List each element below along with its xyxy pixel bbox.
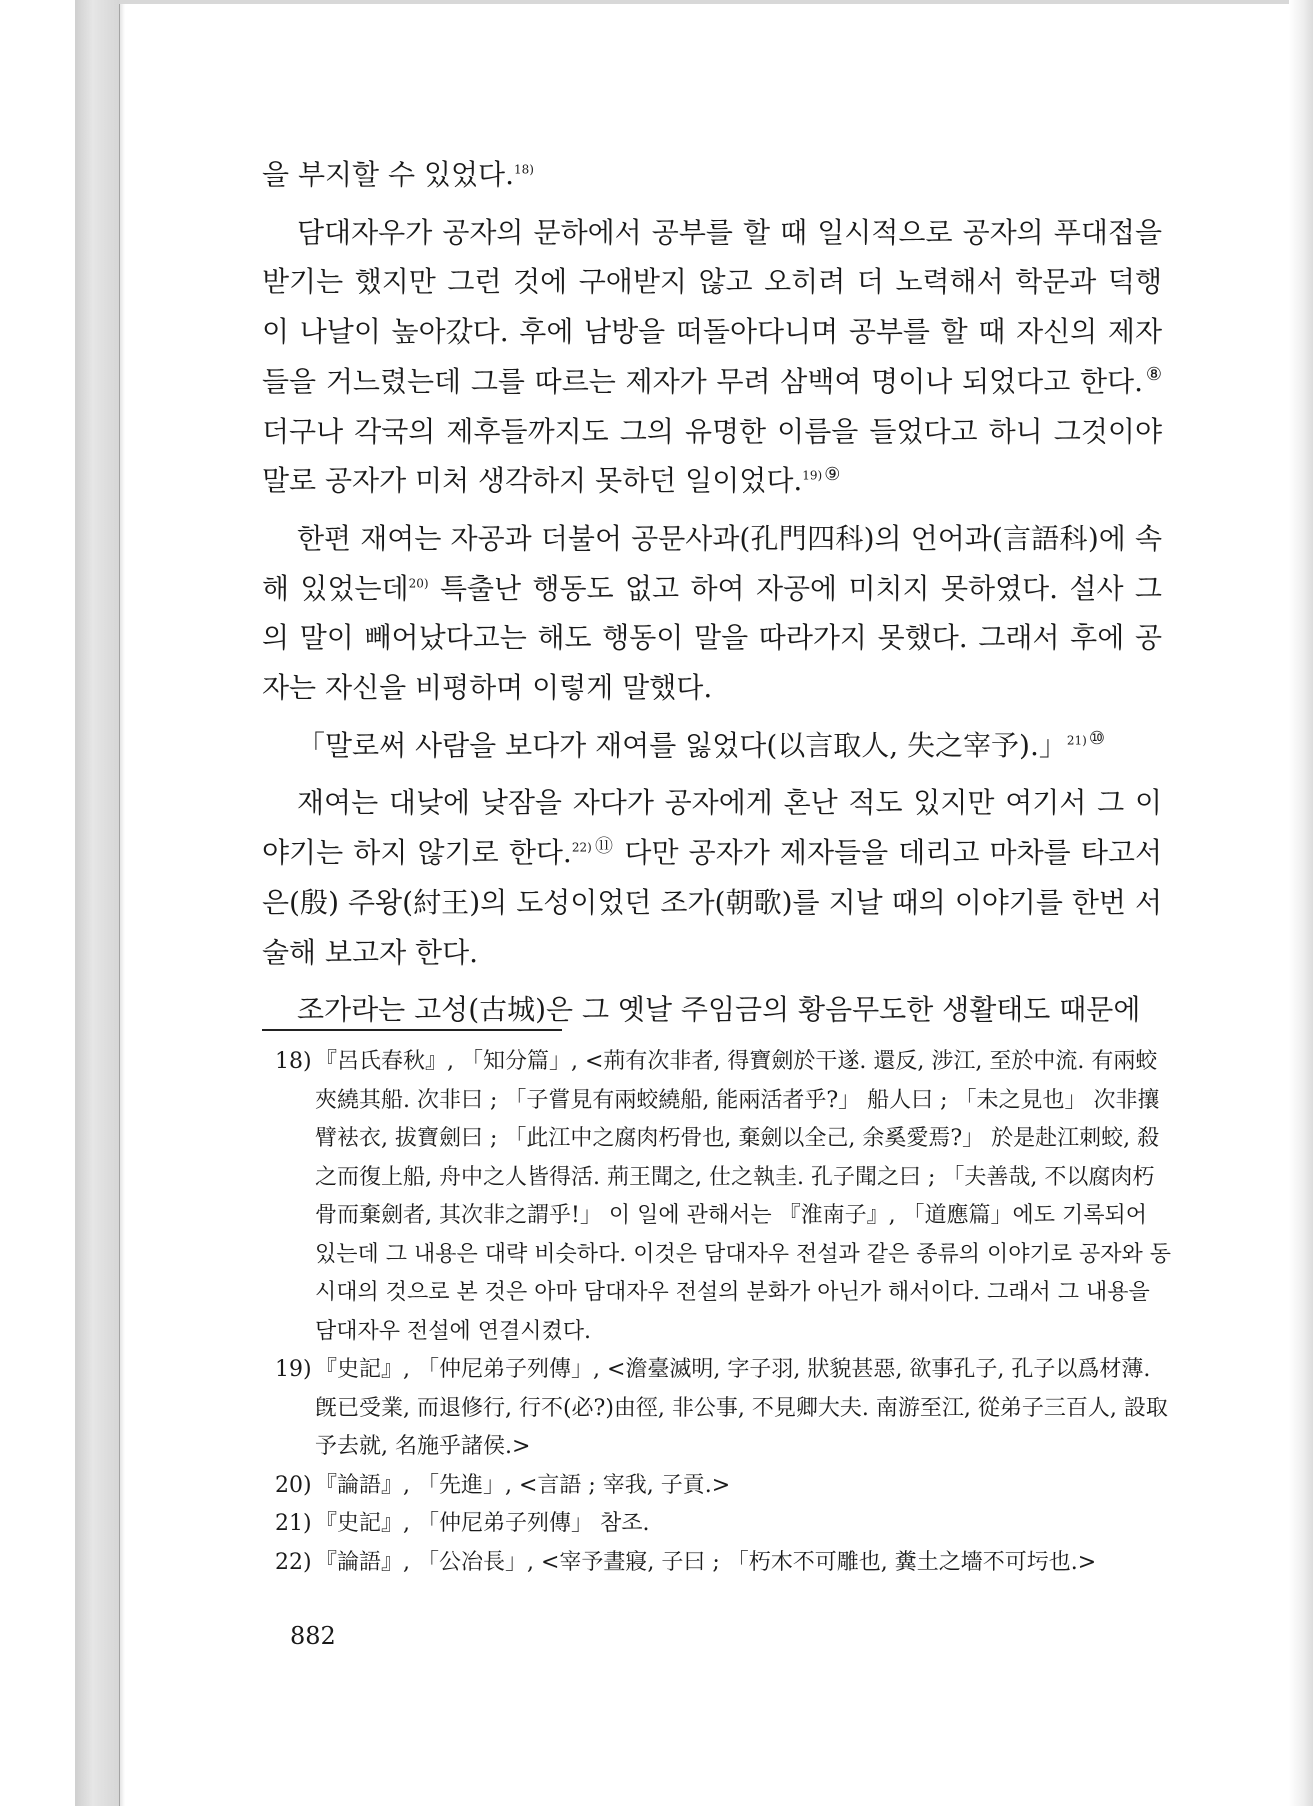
- footnote-text: 『呂氏春秋』, 「知分篇」, <荊有次非者, 得寶劍於干遂. 還反, 涉江, 至於中流. 有兩蛟夾繞其船. 次非曰 ; 「子嘗見有兩蛟繞船, 能兩活者乎?」 船人曰 ; 「未之見也」 次非攘臂袪衣, 拔寶劍曰 ; 「此江中之腐肉朽骨也, 棄劍以全己, 余奚愛焉?」 於是赴江刺蛟, 殺之而復上船, 舟中之人皆得活. 荊王聞之, 仕之執圭. 孔子聞之曰 ; 「夫善哉, 不以腐肉朽骨而棄劍者, 其次非之謂乎!」 이 일에 관해서는 『淮南子』, 「道應篇」에도 기록되어 있는데 그 내용은 대략 비슷하다. 이것은 담대자우 전설과 같은 종류의 이야기로 공자와 동시대의 것으로 본 것은 아마 담대자우 전설의 분화가 아닌가 해서이다. 그래서 그 내용을 담대자우 전설에 연결시켰다.: [315, 1049, 1171, 1344]
- footnote-number: 19): [275, 1357, 312, 1382]
- paragraph-text: 한편 재여는 자공과 더불어 공문사과(孔門四科)의 언어과(言語科)에 속해 있었는데: [262, 521, 1162, 605]
- footnote-divider: [262, 1029, 562, 1031]
- footnote-text: 『史記』, 「仲尼弟子列傳」, <澹臺滅明, 字子羽, 狀貌甚惡, 欲事孔子, 孔子以爲材薄. 旣已受業, 而退修行, 行不(必?)由徑, 非公事, 不見卿大夫. 南游至江, 從弟子三百人, 設取予去就, 名施乎諸侯.>: [315, 1357, 1168, 1459]
- footnote-ref[interactable]: 20): [408, 576, 429, 591]
- quote-paragraph: [262, 721, 1162, 771]
- endnote-marker[interactable]: ⑪: [593, 835, 615, 857]
- paragraph-text: 특출난 행동도 없고 하여 자공에 미치지 못하였다. 설사 그의 말이 빼어났다고는 해도 행동이 말을 따라가지 못했다. 그래서 후에 공자는 자신을 비평하며 이렇게 말했다.: [262, 571, 1162, 705]
- page-number: 882: [290, 1622, 336, 1650]
- paragraph-1: [262, 150, 1162, 200]
- footnote-text: 『史記』, 「仲尼弟子列傳」 참조.: [315, 1511, 650, 1536]
- footnote-21: [275, 1505, 1175, 1544]
- endnote-marker[interactable]: ⑨: [824, 463, 841, 485]
- endnote-marker[interactable]: ⑩: [1088, 728, 1105, 750]
- footnote-22: [275, 1544, 1175, 1583]
- footnote-ref[interactable]: 19): [802, 468, 823, 483]
- paragraph-2: [262, 208, 1162, 506]
- footnote-number: 22): [275, 1549, 312, 1575]
- footnote-ref[interactable]: 18): [514, 162, 534, 177]
- footnote-18: [275, 1043, 1175, 1351]
- footnote-19: [275, 1351, 1175, 1467]
- footnote-ref[interactable]: 22): [571, 840, 592, 855]
- paragraph-text: 담대자우가 공자의 문하에서 공부를 할 때 일시적으로 공자의 푸대접을 받기는 했지만 그런 것에 구애받지 않고 오히려 더 노력해서 학문과 덕행이 나날이 높아갔다. 후에 남방을 떠돌아다니며 공부를 할 때 자신의 제자들을 거느렸는데 그를 따르는 제자가 무려 삼백여 명이나 되었다고 한다.: [262, 215, 1162, 398]
- book-spine: [75, 0, 120, 1806]
- spine-shadow: [119, 0, 125, 1806]
- footnote-text: 『論語』, 「先進」, <言語 ; 宰我, 子貢.>: [315, 1472, 731, 1498]
- paragraph-text: 재여는 대낮에 낮잠을 자다가 공자에게 혼난 적도 있지만 여기서 그 이야기는 하지 않기로 한다.: [262, 786, 1162, 870]
- footnote-20: [275, 1467, 1175, 1506]
- paragraph-3: [262, 514, 1162, 713]
- paragraph-text: 조가라는 고성(古城)은 그 옛날 주임금의 황음무도한 생활태도 때문에: [297, 993, 1141, 1027]
- footnote-ref[interactable]: 21): [1066, 733, 1087, 748]
- paragraph-text: 을 부지할 수 있었다.: [262, 158, 514, 191]
- footnote-number: 18): [275, 1049, 312, 1074]
- footnote-number: 20): [275, 1472, 312, 1498]
- quote-text: 「말로써 사람을 보다가 재여를 잃었다(以言取人, 失之宰予).」: [297, 728, 1067, 762]
- endnote-marker[interactable]: ⑧: [1145, 364, 1162, 386]
- page-top-edge: [119, 0, 1289, 4]
- paragraph-text: 더구나 각국의 제후들까지도 그의 유명한 이름을 들었다고 하니 그것이야말로 공자가 미처 생각하지 못하던 일이었다.: [262, 414, 1162, 498]
- paragraph-5: [262, 778, 1162, 977]
- footnotes: [275, 1043, 1175, 1582]
- paragraph-6: [262, 985, 1162, 1035]
- footnote-text: 『論語』, 「公冶長」, <宰予晝寢, 子曰 ; 「朽木不可雕也, 糞土之墻不可圬也.>: [315, 1549, 1097, 1575]
- page-right-edge: [1289, 0, 1313, 1806]
- body-text: [262, 150, 1162, 1035]
- footnote-number: 21): [275, 1511, 312, 1536]
- paragraph-text: 다만 공자가 제자들을 데리고 마차를 타고서 은(殷) 주왕(紂王)의 도성이었던 조가(朝歌)를 지날 때의 이야기를 한번 서술해 보고자 한다.: [262, 836, 1162, 969]
